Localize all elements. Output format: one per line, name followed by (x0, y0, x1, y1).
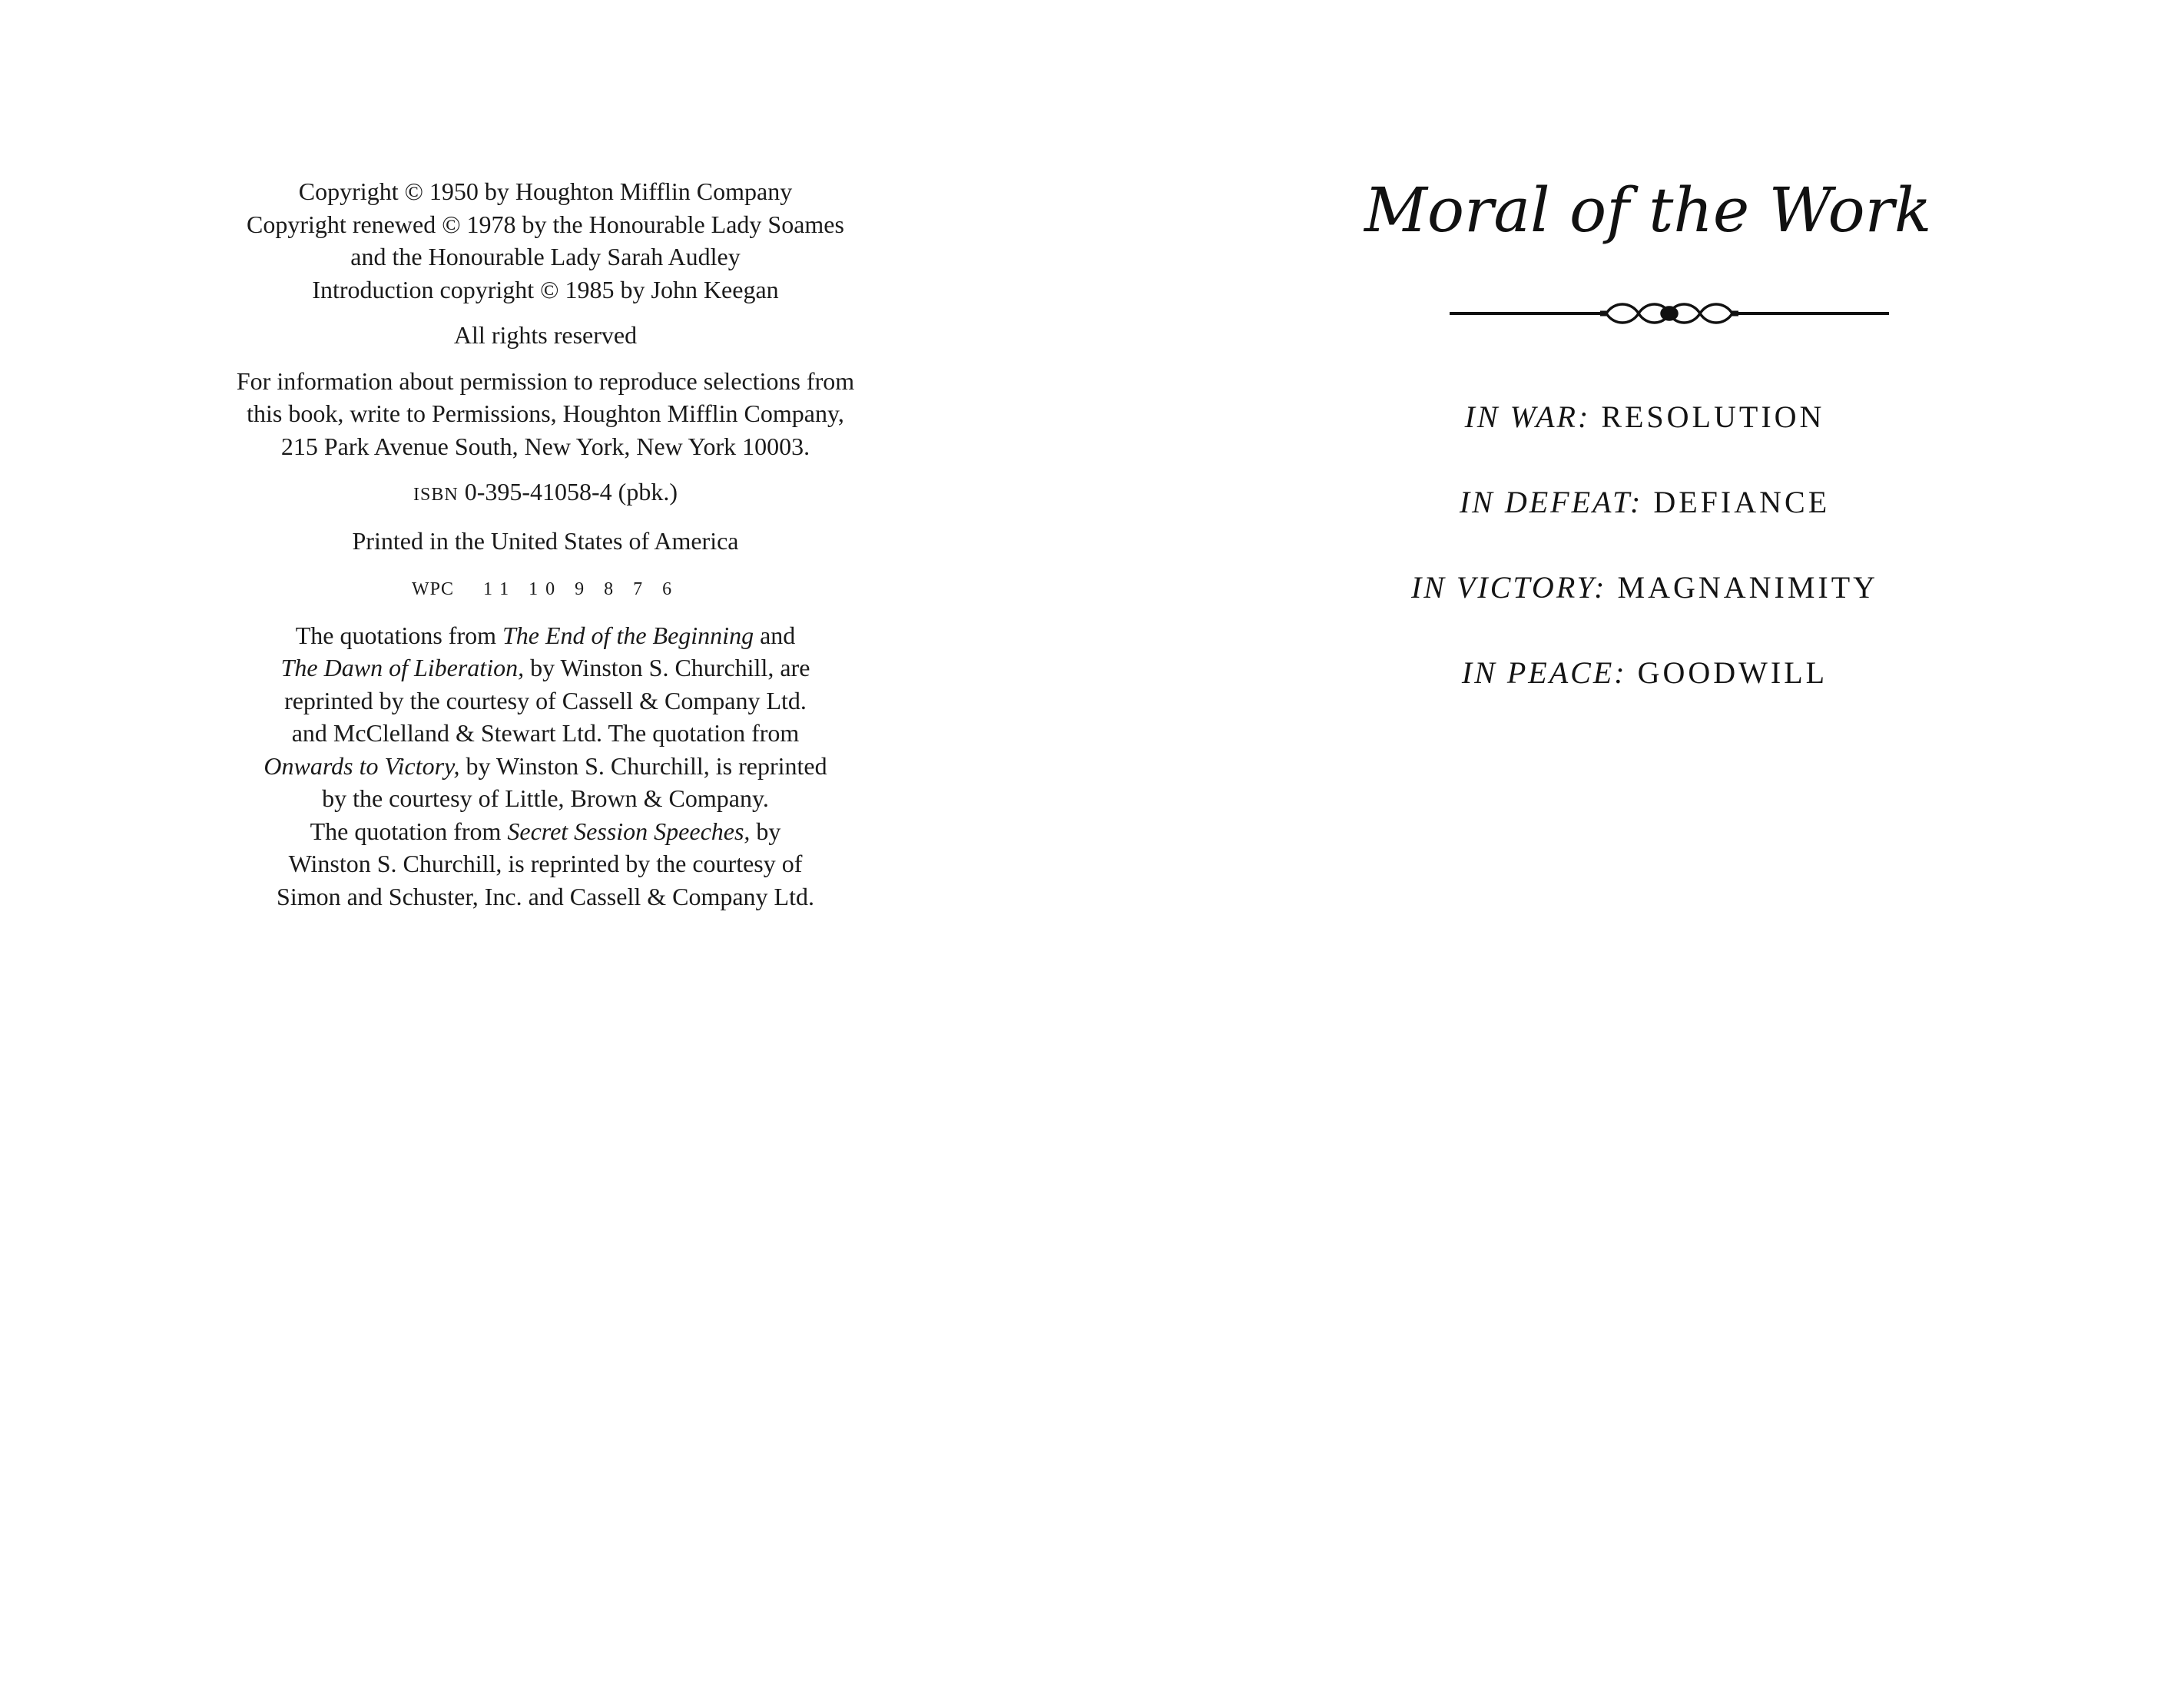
book-title: Onwards to Victory, (263, 751, 460, 780)
right-page (1092, 0, 2184, 1684)
credit-text: reprinted by the courtesy of Cassell & Company Ltd. (284, 686, 807, 714)
permission-line: For information about permission to reproduce selections from (236, 366, 855, 395)
credit-text: Simon and Schuster, Inc. and Cassell & Company Ltd. (277, 882, 814, 910)
credit-text: by (750, 817, 781, 845)
quotation-credits (192, 619, 899, 913)
credit-text: by Winston S. Churchill, are (524, 654, 810, 681)
maxim-label: IN PEACE: (1461, 655, 1627, 690)
permission-line: 215 Park Avenue South, New York, New York 10003. (280, 432, 810, 460)
copyright-block (192, 175, 899, 926)
maxim-peace (1322, 646, 1967, 731)
rights-reserved (192, 319, 899, 352)
maxim-value: MAGNANIMITY (1617, 570, 1879, 605)
print-line (192, 570, 899, 606)
copyright-notice (192, 175, 899, 306)
maxim-value: DEFIANCE (1653, 485, 1831, 519)
isbn-prefix: ISBN (413, 485, 459, 505)
permission-line: this book, write to Permissions, Houghton Mifflin Company, (247, 399, 844, 427)
wpc-prefix: WPC (411, 579, 454, 599)
credit-text: and McClelland & Stewart Ltd. The quotation from (291, 719, 800, 747)
copyright-line: Copyright © 1950 by Houghton Mifflin Company (298, 177, 793, 205)
printed-text: Printed in the United States of America (352, 526, 739, 555)
rights-text: All rights reserved (453, 321, 638, 349)
copyright-line: Introduction copyright © 1985 by John Keegan (312, 275, 779, 303)
page-title: Moral of the Work (1364, 174, 1932, 246)
maxim-victory (1322, 561, 1967, 646)
copyright-line: and the Honourable Lady Sarah Audley (350, 243, 741, 270)
book-title: The Dawn of Liberation, (280, 654, 525, 681)
credit-text: Winston S. Churchill, is reprinted by the courtesy of (288, 850, 803, 877)
printed-in (192, 525, 899, 558)
permission-notice (192, 365, 899, 463)
print-numbers: 11 10 9 8 7 6 (482, 579, 680, 599)
credit-text: The quotation from (310, 817, 508, 845)
ornament-divider-icon (1450, 293, 1889, 333)
credit-text: The quotations from (295, 621, 502, 649)
maxim-label: IN DEFEAT: (1459, 485, 1643, 519)
credit-text: by Winston S. Churchill, is reprinted (459, 751, 827, 780)
book-title: The End of the Beginning (502, 621, 754, 649)
maxims-list (1322, 390, 1967, 731)
credit-text: and (754, 621, 796, 649)
copyright-line: Copyright renewed © 1978 by the Honourable Lady Soames (247, 210, 844, 238)
isbn-value: 0-395-41058-4 (pbk.) (464, 478, 678, 506)
maxim-label: IN WAR: (1464, 399, 1591, 434)
book-title: Secret Session Speeches, (507, 817, 751, 845)
maxim-defeat (1322, 476, 1967, 561)
maxim-label: IN VICTORY: (1410, 570, 1607, 605)
maxim-value: RESOLUTION (1601, 399, 1825, 434)
isbn (192, 476, 899, 512)
credit-text: by the courtesy of Little, Brown & Company. (322, 784, 769, 812)
maxim-war (1322, 390, 1967, 476)
maxim-value: GOODWILL (1637, 655, 1828, 690)
